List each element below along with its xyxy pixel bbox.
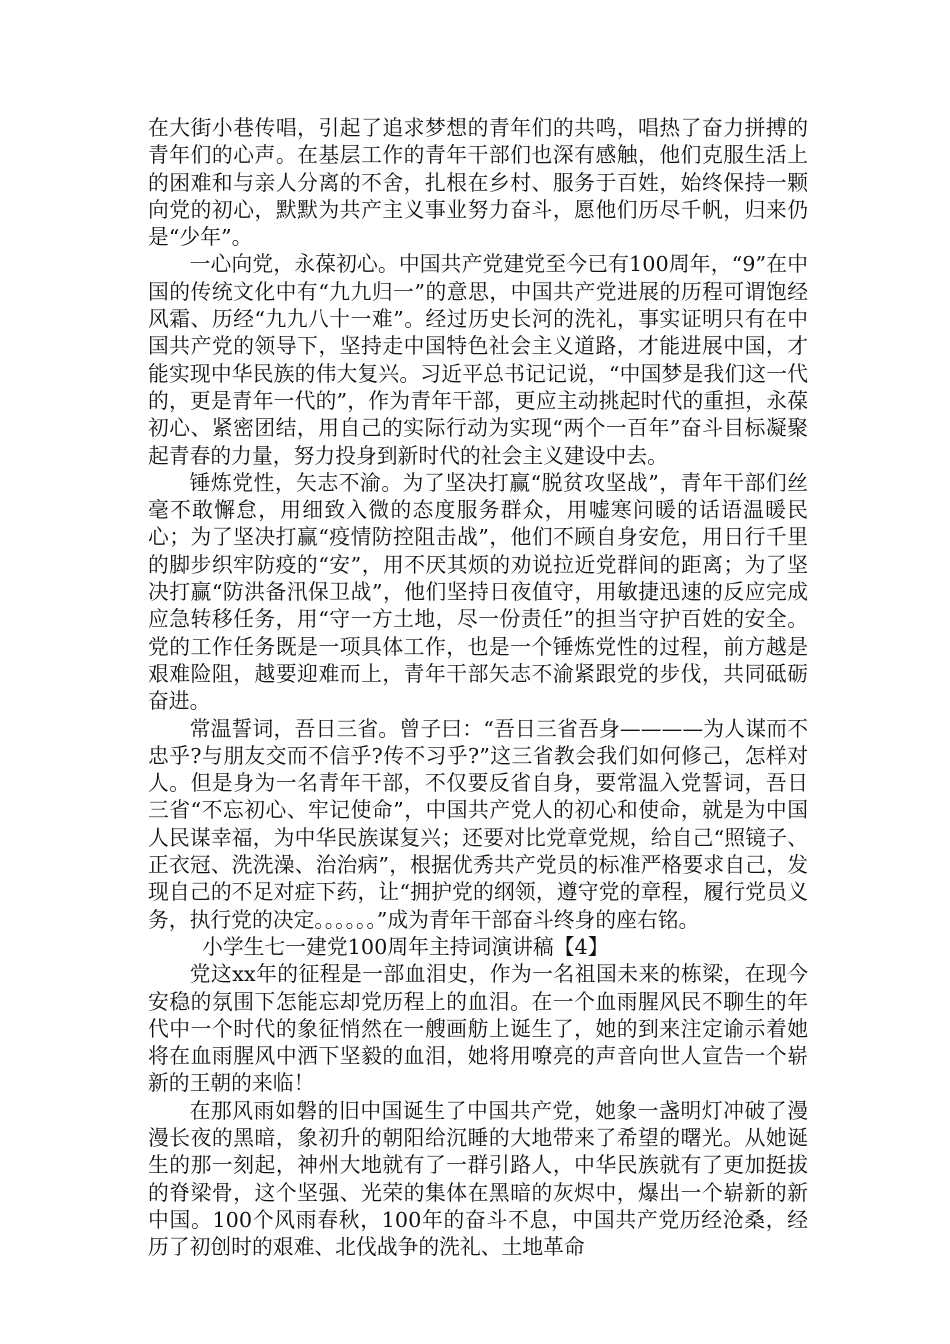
paragraph-continuation: 在大街小巷传唱，引起了追求梦想的青年们的共鸣，唱热了奋力拼搏的青年们的心声。在基层工作的青年干部们也深有感触，他们克服生活上的困难和与亲人分离的不舍，扎根在乡村、服务于百姓，始终保持一颗向党的初心，默默为共产主义事业努力奋斗，愿他们历尽千帆，归来仍是“少年”。 <box>148 116 808 250</box>
paragraph-loyal-heart: 一心向党，永葆初心。中国共产党建党至今已有100周年，“9”在中国的传统文化中有“九九归一”的意思，中国共产党进展的历程可谓饱经风霜、历经“九九八十一难”。经过历史长河的洗礼，事实证明只有在中国共产党的领导下，坚持走中国特色社会主义道路，才能进展中国，才能实现中华民族的伟大复兴。习近平总书记记说，“中国梦是我们这一代的，更是青年一代的”，作为青年干部，更应主动挑起时代的重担，永葆初心、紧密团结，用自己的实际行动为实现“两个一百年”奋斗目标凝聚起青春的力量，努力投身到新时代的社会主义建设中去。 <box>148 252 808 468</box>
paragraph-old-china: 在那风雨如磐的旧中国诞生了中国共产党，她象一盏明灯冲破了漫漫长夜的黑暗，象初升的朝阳给沉睡的大地带来了希望的曙光。从她诞生的那一刻起，神州大地就有了一群引路人，中华民族就有了更加挺拔的脊梁骨，这个坚强、光荣的集体在黑暗的灰烬中，爆出一个崭新的新中国。100个风雨春秋，100年的奋斗不息，中国共产党历经沧桑，经历了初创时的艰难、北伐战争的洗礼、土地革命 <box>148 1098 808 1260</box>
paragraph-blood-history: 党这xx年的征程是一部血泪史，作为一名祖国未来的栋梁，在现今安稳的氛围下怎能忘却党历程上的血泪。在一个血雨腥风民不聊生的年代中一个时代的象征悄然在一艘画舫上诞生了，她的到来注定谕示着她将在血雨腥风中洒下坚毅的血泪，她将用嘹亮的声音向世人宣告一个崭新的王朝的来临！ <box>148 962 808 1096</box>
document-page <box>148 115 808 1261</box>
section-heading: 小学生七一建党100周年主持词演讲稿【4】 <box>202 934 609 959</box>
paragraph-party-spirit: 锤炼党性，矢志不渝。为了坚决打赢“脱贫攻坚战”，青年干部们丝毫不敢懈怠，用细致入微的态度服务群众，用嘘寒问暖的话语温暖民心；为了坚决打赢“疫情防控阻击战”，他们不顾自身安危，用日行千里的脚步织牢防疫的“安”，用不厌其烦的劝说拉近党群间的距离；为了坚决打赢“防洪备汛保卫战”，他们坚持日夜值守，用敏捷迅速的反应完成应急转移任务，用“守一方土地，尽一份责任”的担当守护百姓的安全。党的工作任务既是一项具体工作，也是一个锤炼党性的过程，前方越是艰难险阻，越要迎难而上，青年干部矢志不渝紧跟党的步伐，共同砥砺奋进。 <box>148 470 808 714</box>
paragraph-oath-reflection: 常温誓词，吾日三省。曾子曰：“吾日三省吾身————为人谋而不忠乎?与朋友交而不信乎?传不习乎?”这三省教会我们如何修己，怎样对人。但是身为一名青年干部，不仅要反省自身，要常温入党誓词，吾日三省“不忘初心、牢记使命”，中国共产党人的初心和使命，就是为中国人民谋幸福，为中华民族谋复兴；还要对比党章党规，给自己“照镜子、正衣冠、洗洗澡、治治病”，根据优秀共产党员的标准严格要求自己，发现自己的不足对症下药，让“拥护党的纲领，遵守党的章程，履行党员义务，执行党的决定。。。。。。”成为青年干部奋斗终身的座右铭。 <box>148 716 808 932</box>
